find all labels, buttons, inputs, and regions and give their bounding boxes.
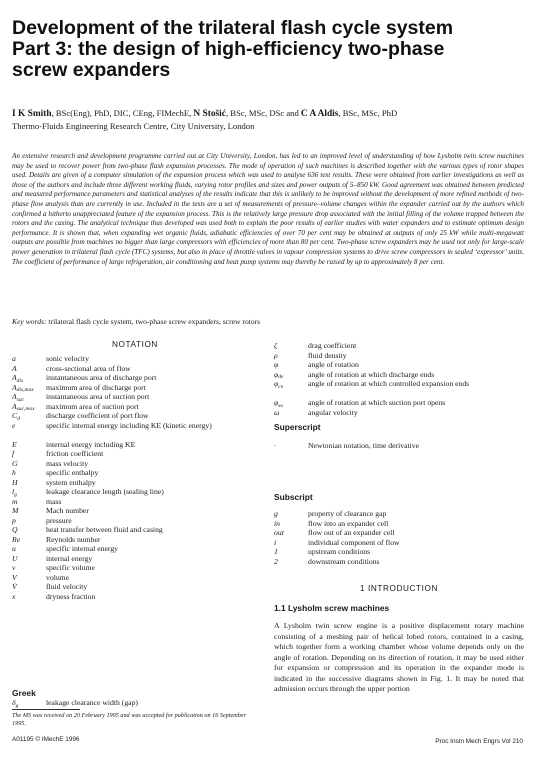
symbol-main: a — [12, 354, 16, 363]
greek-list — [12, 698, 262, 708]
notation-row — [12, 563, 262, 573]
author-2-quals: , BSc, MSc, DSc and — [225, 108, 301, 118]
symbol-main: A — [12, 401, 17, 411]
body-paragraph: A Lysholm twin screw engine is a positive displacement rotary machine consisting of a meshing pair of helical lobed rotors, contained in a casing, which together form a working chamber whose volume depends only on the angle of rotation. Depending on its direction of rotation, it may be used either for expansion or compression and its operation in the expander mode is indicated in the successive diagrams shown in Fig. 1. It may be noted that admission occurs through the upper portion — [274, 621, 524, 693]
subscript-heading: Subscript — [274, 492, 313, 502]
notation-description: angle of rotation — [308, 360, 359, 369]
notation-description: downstream conditions — [308, 556, 380, 566]
notation-description: sonic velocity — [46, 354, 89, 363]
symbol-main: U — [12, 553, 18, 563]
notation-row — [274, 398, 526, 408]
symbol-main: p — [12, 515, 16, 525]
notation-description: Reynolds number — [46, 534, 101, 544]
notation-symbol — [274, 360, 278, 370]
symbol-subscript: suc — [16, 396, 25, 403]
notation-list-left — [12, 354, 262, 601]
notation-symbol — [12, 459, 18, 469]
notation-row — [274, 547, 526, 557]
notation-description: maximum area of discharge port — [46, 382, 146, 392]
notation-description: angle of rotation at which discharge ends — [308, 369, 435, 379]
symbol-main: ω — [274, 407, 280, 417]
notation-description: property of clearance gap — [308, 509, 387, 518]
symbol-subscript: ce — [278, 383, 284, 390]
paper-title — [12, 18, 522, 81]
notation-symbol — [12, 497, 18, 507]
footnote-rule — [12, 709, 80, 710]
symbol-main: E — [12, 439, 17, 449]
notation-row — [12, 392, 262, 402]
notation-symbol — [274, 547, 278, 557]
notation-description: volume — [46, 572, 70, 582]
notation-description: specific enthalpy — [46, 468, 99, 477]
notation-symbol — [12, 468, 16, 478]
notation-symbol — [12, 554, 18, 564]
notation-symbol — [12, 478, 18, 488]
notation-row — [12, 535, 262, 545]
symbol-main: A — [12, 392, 17, 401]
notation-row — [12, 544, 262, 554]
symbol-subscript: de — [278, 374, 284, 380]
notation-row — [12, 373, 262, 383]
symbol-main: C — [12, 411, 18, 420]
notation-symbol — [12, 449, 14, 459]
symbol-main: v — [12, 563, 16, 572]
notation-description: internal energy including KE — [46, 439, 136, 449]
notation-symbol — [274, 379, 283, 392]
symbol-main: φ — [274, 398, 279, 407]
notation-description: angle of rotation at which controlled expansion ends — [308, 379, 470, 388]
notation-row — [12, 468, 262, 478]
notation-symbol — [274, 538, 276, 548]
notation-symbol — [274, 509, 278, 519]
notation-symbol — [12, 582, 17, 592]
keywords-list: trilateral flash cycle system, two-phase screw expanders, screw rotors — [46, 317, 261, 326]
symbol-main: Re — [12, 534, 21, 544]
symbol-main: in — [274, 518, 280, 528]
affiliation: Thermo-Fluids Engineering Research Centre, City University, London — [12, 121, 255, 131]
notation-description: internal energy — [46, 553, 93, 563]
notation-symbol — [12, 364, 17, 374]
symbol-main: φ — [274, 369, 279, 379]
notation-row — [12, 364, 262, 374]
symbol-main: V — [12, 572, 17, 582]
notation-symbol — [12, 525, 18, 535]
symbol-main: M — [12, 506, 19, 515]
notation-row — [274, 360, 526, 370]
notation-description: flow into an expander cell — [308, 518, 389, 528]
author-list — [12, 108, 527, 120]
symbol-main: G — [12, 458, 18, 468]
notation-description: dryness fraction — [46, 591, 96, 601]
notation-symbol — [12, 573, 17, 583]
notation-row — [12, 383, 262, 393]
footer-copyright: A01195 © IMechE 1996 — [12, 736, 80, 743]
keywords-label: Key words: — [12, 317, 47, 326]
notation-row — [12, 354, 262, 364]
notation-row — [12, 421, 262, 440]
subscript-list — [274, 509, 526, 566]
notation-list-right — [274, 341, 526, 417]
notation-symbol — [274, 557, 278, 567]
notation-description: angle of rotation at which suction port opens — [308, 398, 446, 407]
notation-description: specific internal energy — [46, 544, 119, 553]
notation-row — [12, 554, 262, 564]
notation-description: friction coefficient — [46, 449, 104, 458]
author-3-name: C A Aldis — [300, 109, 339, 119]
notation-symbol — [274, 341, 277, 351]
symbol-main: H — [12, 477, 18, 487]
notation-description: specific internal energy including KE (kinetic energy) — [46, 420, 212, 430]
notation-description: flow out of an expander cell — [308, 528, 395, 537]
author-1-name: I K Smith — [12, 109, 52, 119]
symbol-main: g — [274, 509, 278, 518]
notation-row — [274, 341, 526, 351]
notation-symbol — [274, 351, 278, 361]
notation-symbol — [274, 408, 279, 418]
notation-description: pressure — [46, 515, 72, 525]
notation-description: leakage clearance width (gap) — [46, 698, 138, 707]
symbol-main: A — [12, 363, 17, 373]
notation-row — [12, 573, 262, 583]
notation-description: fluid velocity — [46, 582, 88, 591]
notation-row — [12, 582, 262, 592]
notation-symbol — [12, 544, 16, 554]
notation-description: instantaneous area of discharge port — [46, 373, 157, 382]
notation-symbol — [12, 506, 18, 516]
notation-row — [12, 402, 262, 412]
notation-row — [274, 538, 526, 548]
greek-heading: Greek — [12, 688, 36, 698]
notation-heading: NOTATION — [112, 340, 158, 349]
notation-description: system enthalpy — [46, 477, 96, 487]
notation-row — [12, 698, 262, 708]
symbol-main: φ — [274, 360, 279, 369]
footer-journal: Proc Instn Mech Engrs Vol 210 — [435, 738, 523, 745]
notation-description: Newtonian notation, time derivative — [308, 441, 420, 450]
notation-row — [274, 557, 526, 567]
symbol-main: 1 — [274, 547, 278, 556]
notation-symbol — [12, 563, 15, 573]
symbol-main: ζ — [274, 341, 278, 350]
notation-symbol — [274, 519, 280, 529]
notation-row — [12, 497, 262, 507]
notation-description: upstream conditions — [308, 547, 371, 556]
intro-heading: 1 INTRODUCTION — [360, 584, 438, 593]
notation-description: leakage clearance length (sealing line) — [46, 487, 164, 496]
symbol-main: f — [12, 449, 15, 458]
symbol-subscript: suc,max — [16, 406, 35, 412]
notation-row — [274, 509, 526, 519]
notation-row — [274, 408, 526, 418]
notation-row — [12, 478, 262, 488]
symbol-main: i — [274, 537, 277, 547]
symbol-main: ρ — [274, 350, 278, 360]
notation-row — [274, 351, 526, 361]
symbol-subscript: g — [15, 702, 19, 709]
notation-row — [12, 487, 262, 497]
notation-row — [274, 379, 526, 398]
title-line-1: Development of the trilateral flash cycle system — [12, 17, 454, 39]
abstract: An extensive research and development programme carried out at City University, London, has led to an improved level of understanding of how Lysholm twin screw machines may be used to recover power from two-phase flash expansion processes. The mode of operation of such machines is described together with the various types of rotor shapes used. Details are given of a computer simulation of the expansion process which was used to analyse 636 test results. These were obtained from earlier investigations as well as those of the authors and include three different working fluids, varying rotor profiles and sizes and power outputs of 5–850 kW. Good agreement was obtained between predicted and measured performance parameters and statistical analyses of the results indicate that this is unlikely to be improved without the development of more refined methods of two-phase flow analysis than are currently in use. Included in the tests are a set of measurements of pressure–volume changes within the expander carried out by the authors which confirmed a hitherto unappreciated feature of the expansion process. This is the relatively large pressure drop associated with the initial filling of the volume trapped between the rotors and the casing. The analytical technique thus developed was used both to explain the poor results of earlier studies with water expanders and to estimate optimum design performance. It is shown that, when expanding wet organic fluids, adiabatic efficiencies of over 70 per cent may be obtained at outputs of only 25 kW while multi-megawatt outputs are possible from machines no bigger than large compressors with efficiencies of more than 80 per cent. Two-phase screw expanders may be used not only for large-scale power generation in trilateral flash cycle (TFC) systems, but also in place of throttle valves in vapour compression systems to drive screw compressors in sealed ‘expressor’ units. The coefficient of performance of large refrigeration, air conditioning and heat pump systems may thereby be raised by up to approximately 8 per cent. — [12, 152, 524, 266]
notation-symbol — [274, 528, 284, 538]
superscript-list — [274, 441, 526, 451]
notation-row — [274, 528, 526, 538]
title-line-3: screw expanders — [12, 59, 171, 81]
symbol-main: out — [274, 528, 284, 537]
symbol-main: 2 — [274, 556, 278, 566]
symbol-subscript: so — [278, 402, 284, 409]
notation-description: maximum area of suction port — [46, 401, 139, 411]
notation-description: fluid density — [308, 350, 347, 360]
notation-description: individual component of flow — [308, 537, 400, 547]
symbol-main: l — [12, 487, 15, 496]
notation-symbol — [12, 516, 16, 526]
notation-description: heat transfer between fluid and casing — [46, 525, 163, 534]
notation-description: angular velocity — [308, 407, 358, 417]
symbol-main: V̇ — [12, 582, 17, 591]
symbol-subscript: d — [17, 415, 20, 422]
author-3-quals: , BSc, MSc, PhD — [338, 108, 398, 118]
notation-description: instantaneous area of suction port — [46, 392, 150, 401]
notation-description: mass velocity — [46, 458, 89, 468]
notation-row — [12, 449, 262, 459]
notation-row — [274, 519, 526, 529]
notation-row — [12, 459, 262, 469]
symbol-main: · — [274, 441, 276, 450]
notation-description: Mach number — [46, 506, 89, 515]
notation-row — [12, 592, 262, 602]
symbol-main: δ — [12, 698, 16, 707]
section-heading: 1.1 Lysholm screw machines — [274, 603, 390, 613]
symbol-main: Q — [12, 525, 18, 534]
symbol-main: h — [12, 468, 16, 477]
author-1-quals: , BSc(Eng), PhD, DIC, CEng, FIMechE, — [51, 108, 194, 118]
symbol-main: φ — [274, 379, 279, 388]
notation-row — [274, 370, 526, 380]
symbol-main: e — [12, 420, 16, 430]
notation-description: cross-sectional area of flow — [46, 363, 131, 373]
author-2-name: N Stošić — [193, 109, 226, 119]
notation-symbol — [12, 592, 15, 602]
notation-description: drag coefficient — [308, 341, 357, 350]
symbol-main: x — [12, 591, 16, 601]
symbol-subscript: g — [14, 491, 17, 498]
symbol-subscript: dis — [16, 377, 24, 384]
symbol-main: m — [12, 496, 18, 506]
notation-symbol — [12, 535, 20, 545]
notation-symbol — [274, 441, 276, 451]
notation-symbol — [12, 440, 17, 450]
title-line-2: Part 3: the design of high-efficiency two-phase — [12, 38, 445, 60]
notation-description: discharge coefficient of port flow — [46, 411, 149, 420]
notation-description: specific volume — [46, 563, 95, 572]
notation-row — [12, 525, 262, 535]
symbol-subscript: dis,max — [16, 387, 34, 393]
notation-row — [274, 441, 526, 451]
notation-row — [12, 506, 262, 516]
notation-row — [12, 411, 262, 421]
received-note: The MS was received on 20 February 1995 and was accepted for publication on 16 September 1995. — [12, 712, 246, 727]
notation-row — [12, 440, 262, 450]
symbol-main: A — [12, 373, 17, 382]
notation-symbol — [12, 354, 16, 364]
symbol-main: u — [12, 544, 16, 553]
keywords — [12, 317, 260, 326]
notation-row — [12, 516, 262, 526]
symbol-main: A — [12, 382, 17, 392]
notation-description: mass — [46, 496, 62, 506]
notation-symbol — [12, 421, 15, 431]
superscript-heading: Superscript — [274, 422, 321, 432]
